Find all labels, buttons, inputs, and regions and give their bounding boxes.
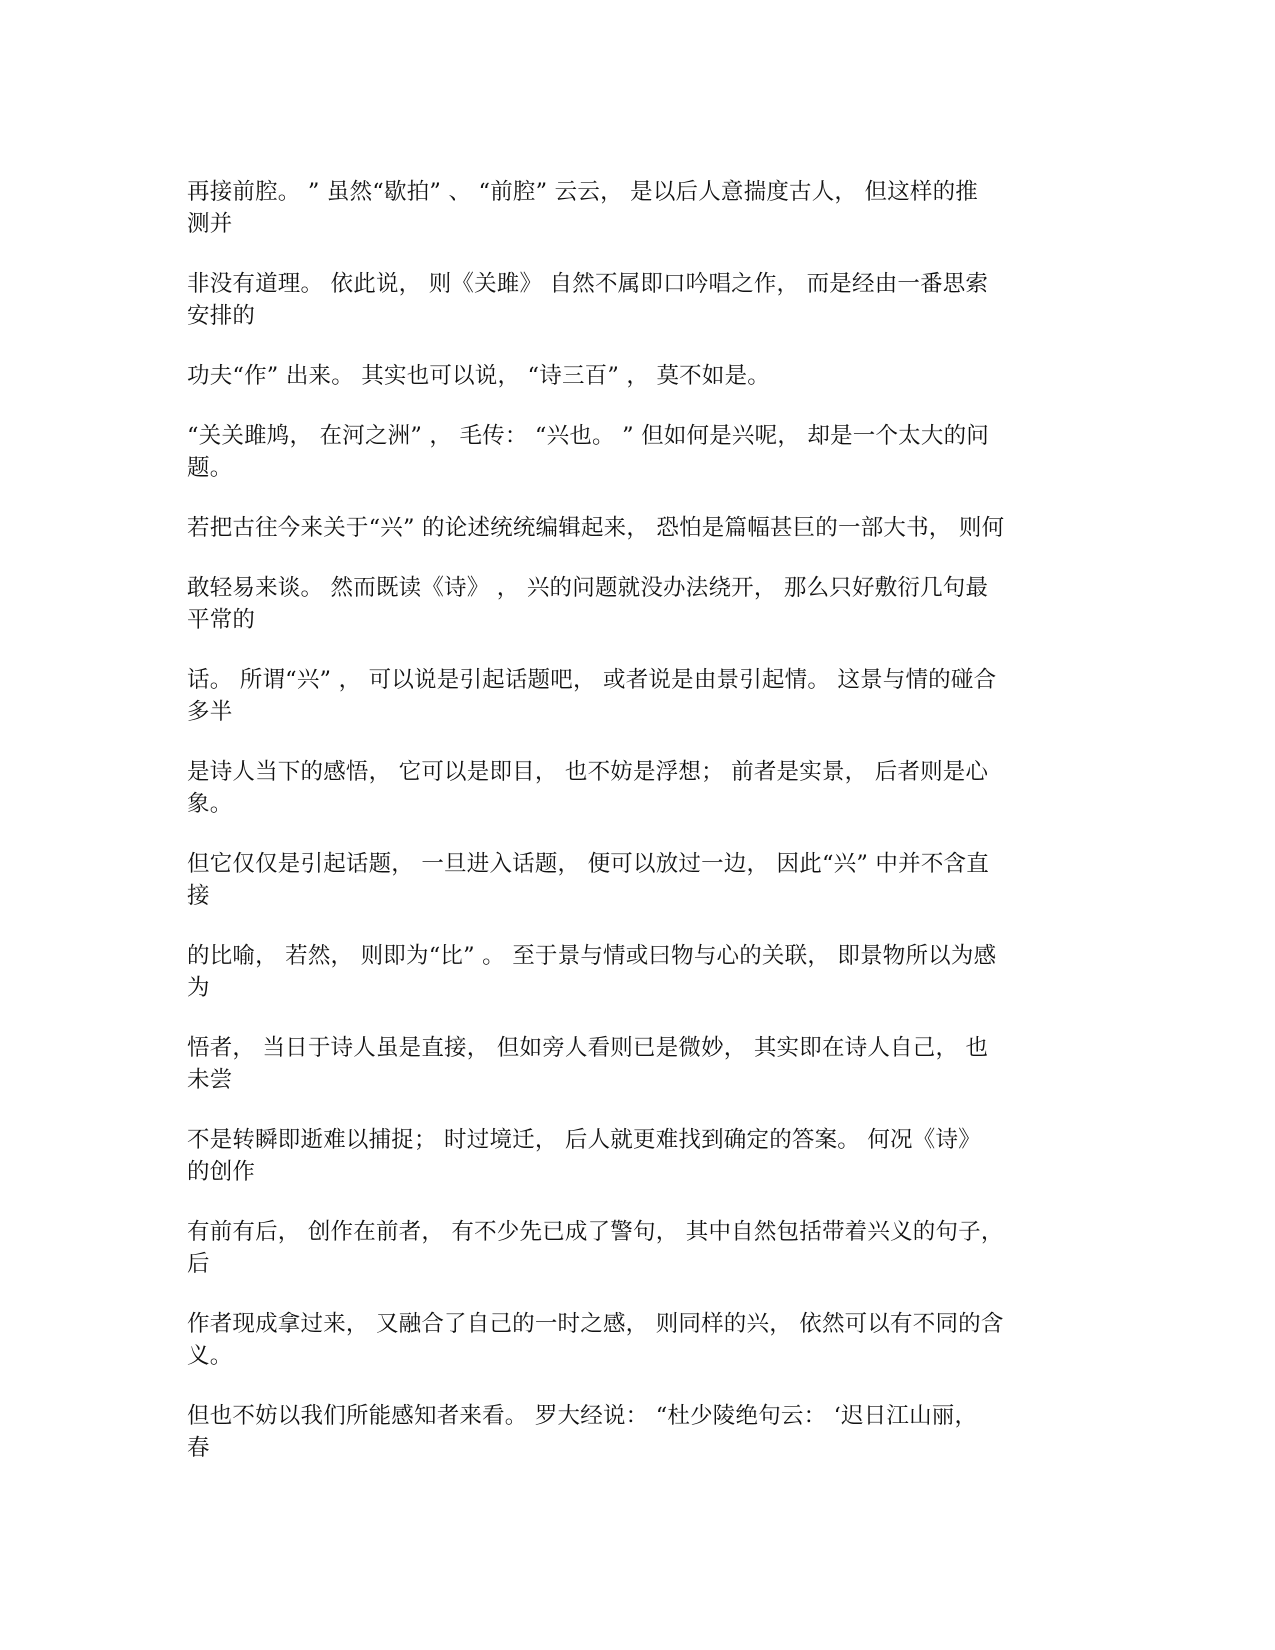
text-paragraph: 作者现成拿过来， 又融合了自己的一时之感， 则同样的兴， 依然可以有不同的含 义。 bbox=[187, 1311, 1004, 1369]
text-paragraph: 再接前腔。 ” 虽然“歇拍” 、 “前腔” 云云， 是以后人意揣度古人， 但这样的推 测并 bbox=[187, 179, 978, 237]
text-paragraph: 但也不妨以我们所能感知者来看。 罗大经说： “杜少陵绝句云： ‘迟日江山丽， 春 bbox=[187, 1403, 978, 1461]
text-paragraph: 但它仅仅是引起话题， 一旦进入话题， 便可以放过一边， 因此“兴” 中并不含直 接 bbox=[187, 851, 989, 909]
text-paragraph: 是诗人当下的感悟， 它可以是即目， 也不妨是浮想； 前者是实景， 后者则是心 象。 bbox=[187, 759, 989, 817]
text-paragraph: 敢轻易来谈。 然而既读《诗》 ， 兴的问题就没办法绕开， 那么只好敷衍几句最 平常的 bbox=[187, 575, 989, 633]
text-paragraph: 悟者， 当日于诗人虽是直接， 但如旁人看则已是微妙， 其实即在诗人自己， 也 未尝 bbox=[187, 1035, 989, 1093]
text-paragraph: 功夫“作” 出来。 其实也可以说， “诗三百” ， 莫不如是。 bbox=[187, 363, 770, 389]
text-paragraph: 非没有道理。 依此说， 则《关雎》 自然不属即口吟唱之作， 而是经由一番思索 安排的 bbox=[187, 271, 989, 329]
body-text bbox=[187, 176, 1107, 1492]
text-paragraph: 有前有后， 创作在前者， 有不少先已成了警句， 其中自然包括带着兴义的句子， 后 bbox=[187, 1219, 1004, 1277]
text-paragraph: 不是转瞬即逝难以捕捉； 时过境迁， 后人就更难找到确定的答案。 何况《诗》 的创作 bbox=[187, 1127, 981, 1185]
text-paragraph: 的比喻， 若然， 则即为“比” 。 至于景与情或曰物与心的关联， 即景物所以为感 为 bbox=[187, 943, 997, 1001]
text-paragraph: 话。 所谓“兴” ， 可以说是引起话题吧， 或者说是由景引起情。 这景与情的碰合 多半 bbox=[187, 667, 997, 725]
text-paragraph: 若把古往今来关于“兴” 的论述统统编辑起来， 恐怕是篇幅甚巨的一部大书， 则何 bbox=[187, 515, 1005, 541]
text-paragraph: “关关雎鸠， 在河之洲” ， 毛传： “兴也。 ” 但如何是兴呢， 却是一个太大的问 题。 bbox=[187, 423, 989, 481]
